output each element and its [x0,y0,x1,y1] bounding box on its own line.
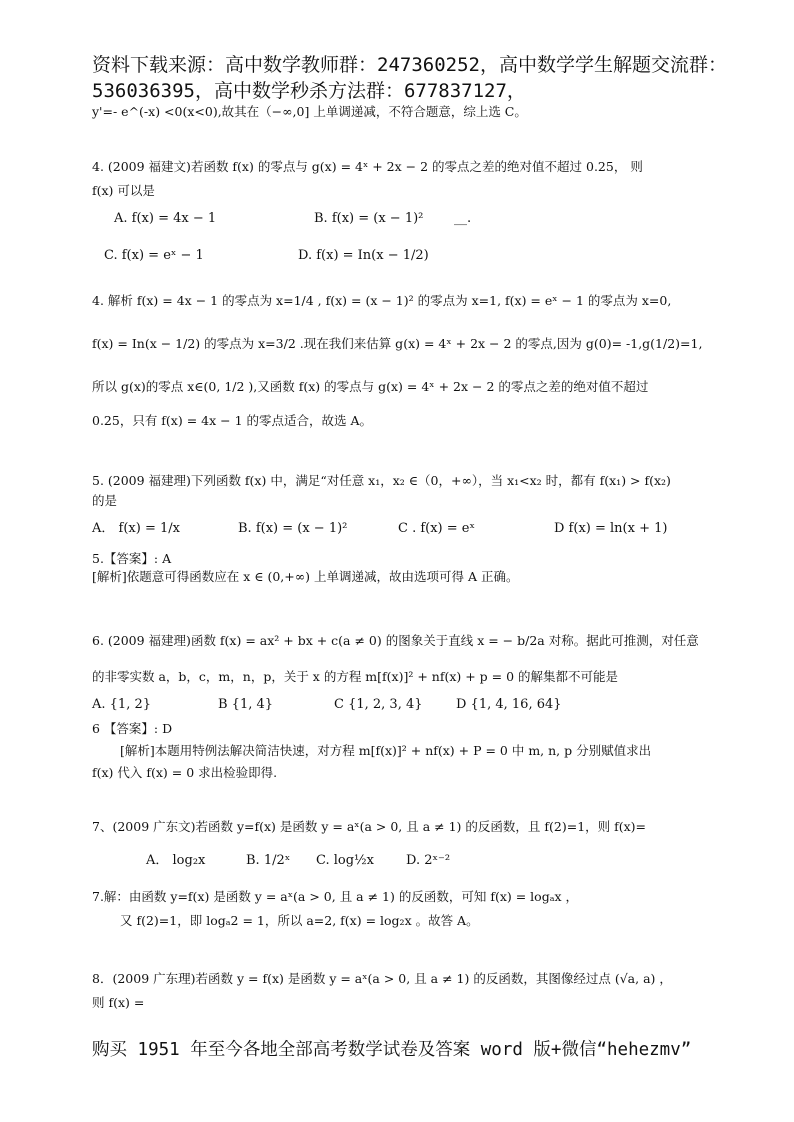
q6-stem-2: 的非零实数 a，b，c，m，n，p，关于 x 的方程 m[f(x)]² + nf(x) + p = 0 的解集都不可能是 [92,669,619,684]
q4-solution-1: 4. 解析 f(x) = 4x − 1 的零点为 x=1/4 , f(x) = (x − 1)² 的零点为 x=1, f(x) = eˣ − 1 的零点为 x=0, [92,293,672,308]
q4-solution-4: 0.25，只有 f(x) = 4x − 1 的零点适合，故选 A。 [92,413,373,428]
q4-option-a: A. f(x) = 4x − 1 [114,211,217,226]
q6-solution-1: [解析]本题用特例法解决简洁快速，对方程 m[f(x)]² + nf(x) + P = 0 中 m, n, p 分别赋值求出 [120,743,652,758]
intro-line: y'=- e^(-x) <0(x<0),故其在（−∞,0] 上单调递减，不符合题意，综上选 C。 [92,104,527,119]
q7-solution-1: 7.解：由函数 y=f(x) 是函数 y = aˣ(a > 0, 且 a ≠ 1) 的反函数，可知 f(x) = logₐx ， [92,889,579,904]
q5-option-b: B. f(x) = (x − 1)² [238,521,348,536]
q7-stem: 7、(2009 广东文)若函数 y=f(x) 是函数 y = aˣ(a > 0, 且 a ≠ 1) 的反函数，且 f(2)=1，则 f(x)= [92,819,647,834]
q6-answer: 6 【答案】: D [92,721,173,736]
q6-option-a: A. {1, 2} [92,697,152,712]
q4-solution-2: f(x) = In(x − 1/2) 的零点为 x=3/2 .现在我们来估算 g(x) = 4ˣ + 2x − 2 的零点,因为 g(0)= -1,g(1/2)=1, [92,336,703,351]
q4-option-c: C. f(x) = eˣ − 1 [104,248,204,263]
header-line-2: 536036395，高中数学秒杀方法群：677837127， [92,80,526,102]
q4-option-d: D. f(x) = In(x − 1/2) [298,248,429,263]
q6-option-b: B {1, 4} [218,697,274,712]
q5-option-d: D f(x) = ln(x + 1) [554,521,668,536]
q5-solution: [解析]依题意可得函数应在 x ∈ (0,+∞) 上单调递减，故由选项可得 A 正确。 [92,569,519,584]
q7-option-b: B. 1/2ˣ [246,853,291,868]
q7-option-d: D. 2ˣ⁻² [406,853,451,868]
q6-option-d: D {1, 4, 16, 64} [456,697,562,712]
header-line-1: 资料下载来源：高中数学教师群：247360252，高中数学学生解题交流群： [92,54,727,76]
q6-solution-2: f(x) 代入 f(x) = 0 求出检验即得. [92,765,278,780]
q8-stem-1: 8．(2009 广东理)若函数 y = f(x) 是函数 y = aˣ(a > 0, 且 a ≠ 1) 的反函数，其图像经过点 (√a, a) ， [92,971,672,986]
q5-option-a: A． f(x) = 1/x [92,521,180,536]
q5-stem-1: 5. (2009 福建理)下列函数 f(x) 中，满足“对任意 x₁，x₂ ∈（0，+∞），当 x₁<x₂ 时，都有 f(x₁) > f(x₂) [92,473,671,488]
q6-option-c: C {1, 2, 3, 4} [334,697,423,712]
q6-stem-1: 6. (2009 福建理)函数 f(x) = ax² + bx + c(a ≠ 0) 的图象关于直线 x = − b/2a 对称。据此可推测，对任意 [92,633,699,648]
q4-stem-2: f(x) 可以是 [92,183,155,198]
q5-option-c: C . f(x) = eˣ [398,521,475,536]
q7-solution-2: 又 f(2)=1，即 logₐ2 = 1，所以 a=2, f(x) = log₂x 。故答 A。 [120,913,479,928]
q4-option-b: B. f(x) = (x − 1)² [314,211,424,226]
q4-option-b-tail: __. [454,211,472,226]
q4-solution-3: 所以 g(x)的零点 x∈(0, 1/2 ),又函数 f(x) 的零点与 g(x) = 4ˣ + 2x − 2 的零点之差的绝对值不超过 [92,379,649,394]
q5-stem-2: 的是 [92,493,118,508]
q8-stem-2: 则 f(x) = [92,995,145,1010]
q7-option-a: A． log₂x [146,853,206,868]
q7-option-c: C. log½x [316,853,374,868]
q5-answer: 5.【答案】: A [92,551,172,566]
footer-note: 购买 1951 年至今各地全部高考数学试卷及答案 word 版+微信“hehezmv” [92,1040,692,1060]
q4-stem-1: 4. (2009 福建文)若函数 f(x) 的零点与 g(x) = 4ˣ + 2x − 2 的零点之差的绝对值不超过 0.25， 则 [92,159,643,174]
